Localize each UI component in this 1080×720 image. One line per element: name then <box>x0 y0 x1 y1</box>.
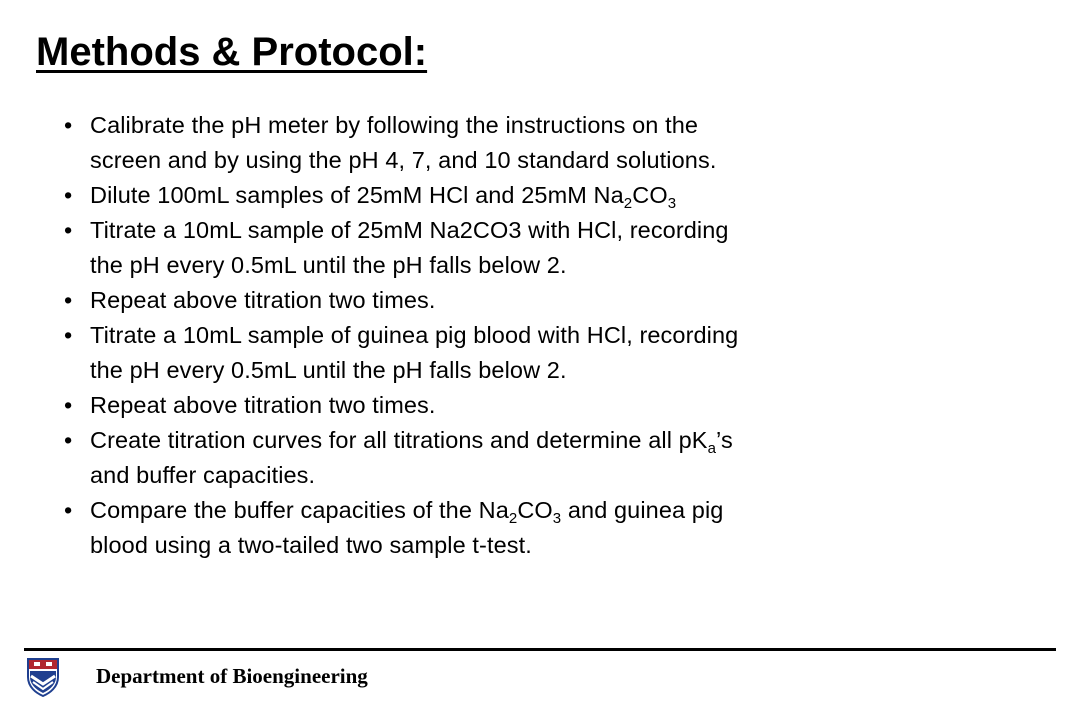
protocol-list <box>64 108 924 563</box>
subscript: 3 <box>552 510 562 527</box>
text-run: and guinea pig <box>561 497 724 523</box>
bullet-marker: • <box>64 497 73 523</box>
bullet-marker: • <box>64 287 73 313</box>
slide-title: Methods & Protocol: <box>36 30 428 74</box>
text-run: Compare the buffer capacities of the Na <box>90 497 509 523</box>
subscript: 2 <box>623 195 633 212</box>
list-item <box>64 283 924 318</box>
list-item <box>64 388 924 423</box>
subscript: 3 <box>667 195 677 212</box>
bullet-marker: • <box>64 112 73 138</box>
bullet-text: and buffer capacities. <box>90 462 316 488</box>
list-item <box>64 493 924 563</box>
bullet-marker: • <box>64 217 73 243</box>
text-run: Dilute 100mL samples of 25mM HCl and 25mM Na <box>90 182 624 208</box>
bullet-text: Titrate a 10mL sample of 25mM Na2CO3 with HCl, recording <box>90 217 729 243</box>
list-item <box>64 213 924 283</box>
list-item <box>64 108 924 178</box>
bullet-text <box>90 178 924 213</box>
bullet-text: Repeat above titration two times. <box>90 392 436 418</box>
footer-divider <box>24 648 1056 651</box>
text-run: CO <box>632 182 668 208</box>
bullet-text: the pH every 0.5mL until the pH falls below 2. <box>90 252 567 278</box>
bullet-marker: • <box>64 427 73 453</box>
bullet-text: blood using a two-tailed two sample t-test. <box>90 532 532 558</box>
list-item <box>64 178 924 213</box>
subscript: 2 <box>508 510 518 527</box>
university-shield-icon <box>26 657 60 697</box>
list-item <box>64 318 924 388</box>
text-run: CO <box>517 497 553 523</box>
bullet-marker: • <box>64 392 73 418</box>
bullet-text: Calibrate the pH meter by following the instructions on the <box>90 112 699 138</box>
bullet-text: the pH every 0.5mL until the pH falls below 2. <box>90 357 567 383</box>
bullet-text <box>90 423 924 458</box>
bullet-marker: • <box>64 182 73 208</box>
bullet-marker: • <box>64 322 73 348</box>
bullet-text: Repeat above titration two times. <box>90 287 436 313</box>
subscript: a <box>707 440 717 457</box>
list-item <box>64 423 924 493</box>
bullet-text <box>90 493 924 528</box>
bullet-text: screen and by using the pH 4, 7, and 10 standard solutions. <box>90 147 717 173</box>
department-name: Department of Bioengineering <box>96 664 368 688</box>
text-run: Create titration curves for all titrations and determine all pK <box>90 427 708 453</box>
bullet-text: Titrate a 10mL sample of guinea pig blood with HCl, recording <box>90 322 739 348</box>
text-run: ’s <box>716 427 733 453</box>
